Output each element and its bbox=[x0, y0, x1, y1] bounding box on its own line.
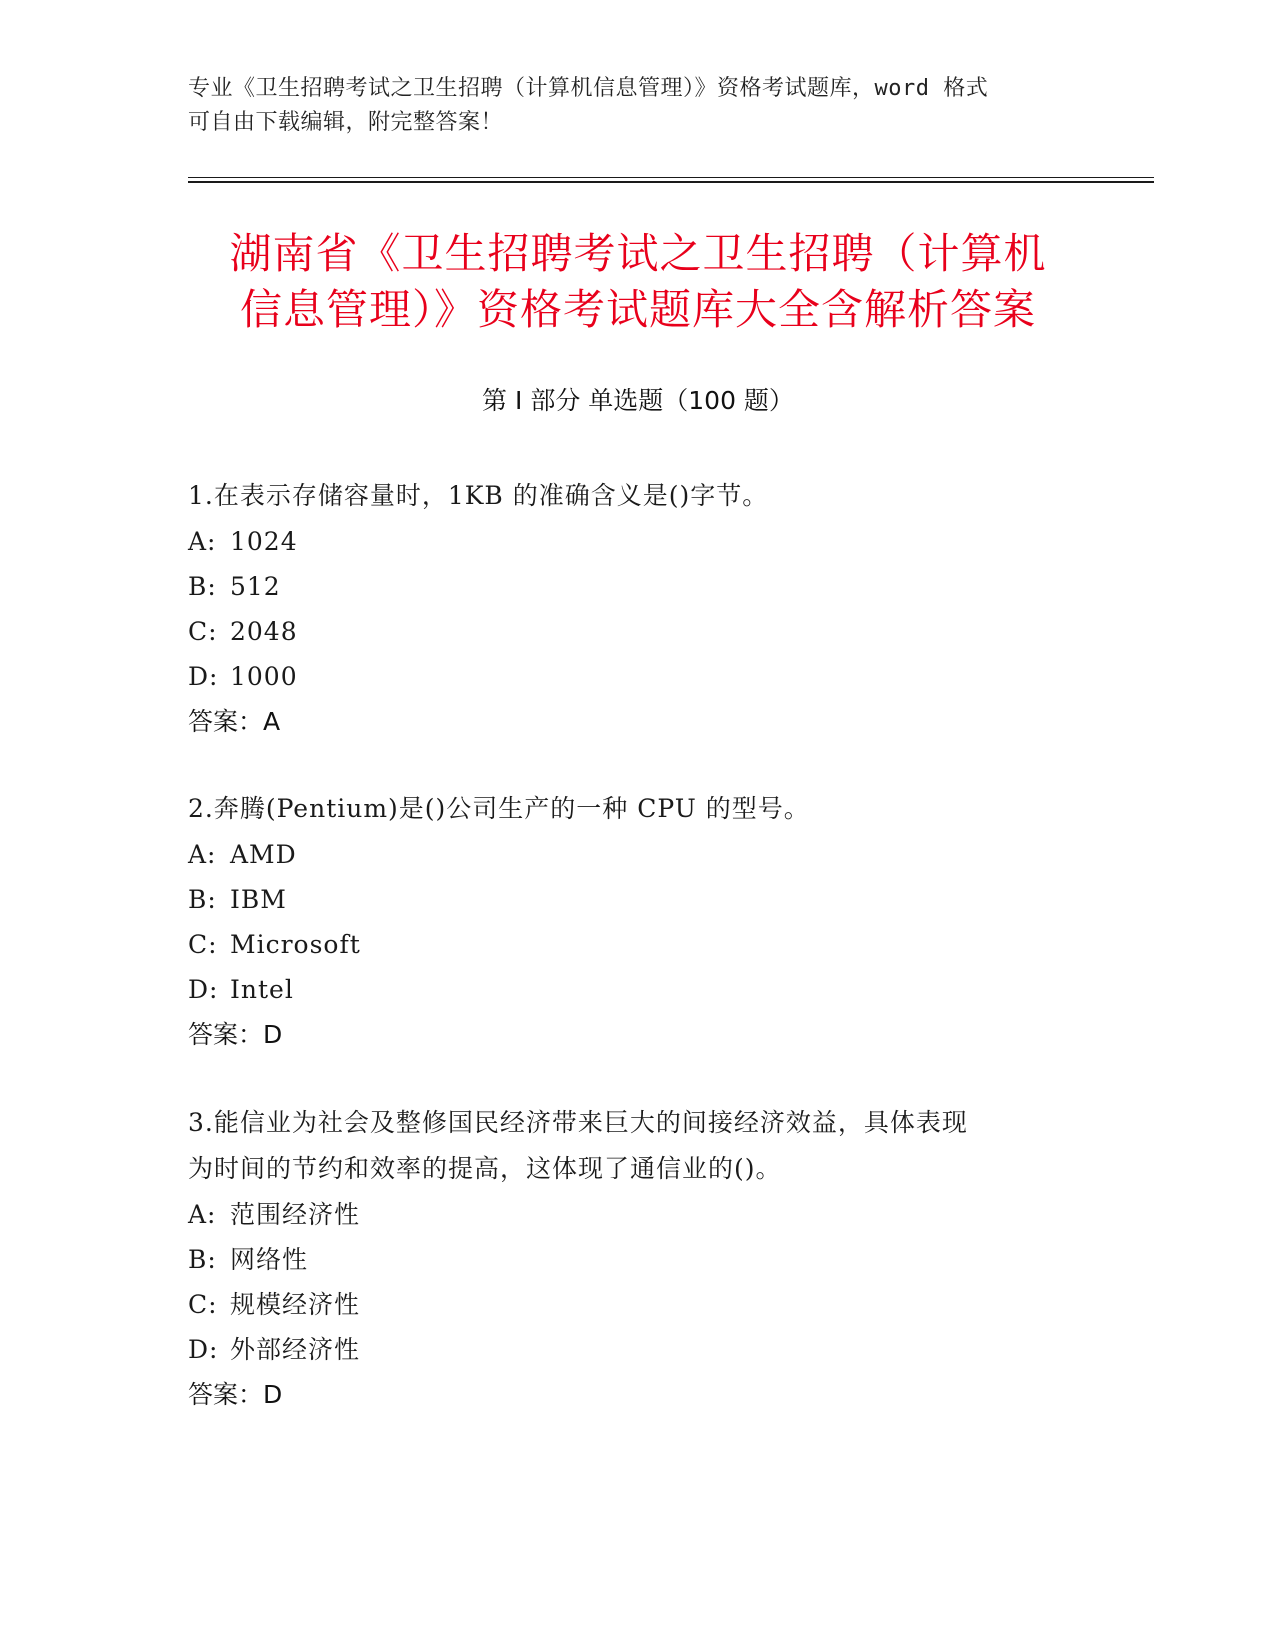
option-b bbox=[188, 877, 1068, 922]
option-text: 2048 bbox=[230, 617, 298, 646]
document-title-line-2: 信息管理）》资格考试题库大全含解析答案 bbox=[239, 285, 1036, 334]
question-stem-line-2: 为时间的节约和效率的提高，这体现了通信业的()。 bbox=[188, 1154, 782, 1183]
option-text: AMD bbox=[230, 840, 297, 869]
question-2 bbox=[188, 786, 1068, 1057]
header-divider-thick bbox=[188, 181, 1154, 183]
option-letter: C: bbox=[188, 1290, 218, 1319]
answer-line bbox=[188, 1372, 1068, 1417]
option-letter: B: bbox=[188, 572, 217, 601]
answer-value: D bbox=[263, 1380, 283, 1409]
option-letter: B: bbox=[188, 885, 217, 914]
option-letter: B: bbox=[188, 1245, 217, 1274]
option-a bbox=[188, 1192, 1068, 1237]
answer-line bbox=[188, 1012, 1068, 1057]
document-title-line-1: 湖南省《卫生招聘考试之卫生招聘（计算机 bbox=[229, 229, 1047, 278]
option-c bbox=[188, 609, 1068, 654]
answer-line bbox=[188, 699, 1068, 744]
option-letter: C: bbox=[188, 930, 218, 959]
document-title bbox=[188, 226, 1088, 338]
option-letter: C: bbox=[188, 617, 218, 646]
option-text: 1024 bbox=[230, 527, 298, 556]
option-a bbox=[188, 519, 1068, 564]
option-letter: A: bbox=[188, 840, 217, 869]
question-1 bbox=[188, 473, 1068, 744]
option-text: IBM bbox=[230, 885, 287, 914]
option-letter: A: bbox=[188, 1200, 217, 1229]
option-letter: D: bbox=[188, 662, 219, 691]
header-note-line-2: 可自由下载编辑，附完整答案！ bbox=[188, 110, 504, 135]
option-b bbox=[188, 564, 1068, 609]
option-text: 网络性 bbox=[230, 1245, 309, 1274]
question-stem: 2.奔腾(Pentium)是()公司生产的一种 CPU 的型号。 bbox=[188, 794, 810, 823]
header-divider-thin bbox=[188, 177, 1154, 178]
option-a bbox=[188, 832, 1068, 877]
answer-prefix: 答案： bbox=[188, 1380, 264, 1409]
option-d bbox=[188, 1327, 1068, 1372]
option-text: 外部经济性 bbox=[230, 1335, 361, 1364]
question-stem: 1.在表示存储容量时，1KB 的准确含义是()字节。 bbox=[188, 481, 769, 510]
option-text: 范围经济性 bbox=[230, 1200, 361, 1229]
option-text: 规模经济性 bbox=[230, 1290, 361, 1319]
option-d bbox=[188, 967, 1068, 1012]
option-text: Intel bbox=[230, 975, 294, 1004]
question-3 bbox=[188, 1100, 1068, 1417]
option-c bbox=[188, 922, 1068, 967]
option-letter: D: bbox=[188, 1335, 219, 1364]
option-c bbox=[188, 1282, 1068, 1327]
option-letter: A: bbox=[188, 527, 217, 556]
option-text: 512 bbox=[230, 572, 281, 601]
answer-prefix: 答案： bbox=[188, 707, 264, 736]
answer-value: D bbox=[263, 1020, 283, 1049]
answer-prefix: 答案： bbox=[188, 1020, 264, 1049]
question-stem-line-1: 3.能信业为社会及整修国民经济带来巨大的间接经济效益，具体表现 bbox=[188, 1108, 968, 1137]
header-note bbox=[188, 72, 1088, 140]
option-text: Microsoft bbox=[230, 930, 361, 959]
section-heading: 第 I 部分 单选题（100 题） bbox=[482, 386, 794, 415]
option-b bbox=[188, 1237, 1068, 1282]
option-text: 1000 bbox=[230, 662, 298, 691]
option-d bbox=[188, 654, 1068, 699]
option-letter: D: bbox=[188, 975, 219, 1004]
answer-value: A bbox=[263, 707, 281, 736]
header-note-line-1: 专业《卫生招聘考试之卫生招聘（计算机信息管理）》资格考试题库，word 格式 bbox=[188, 76, 989, 101]
